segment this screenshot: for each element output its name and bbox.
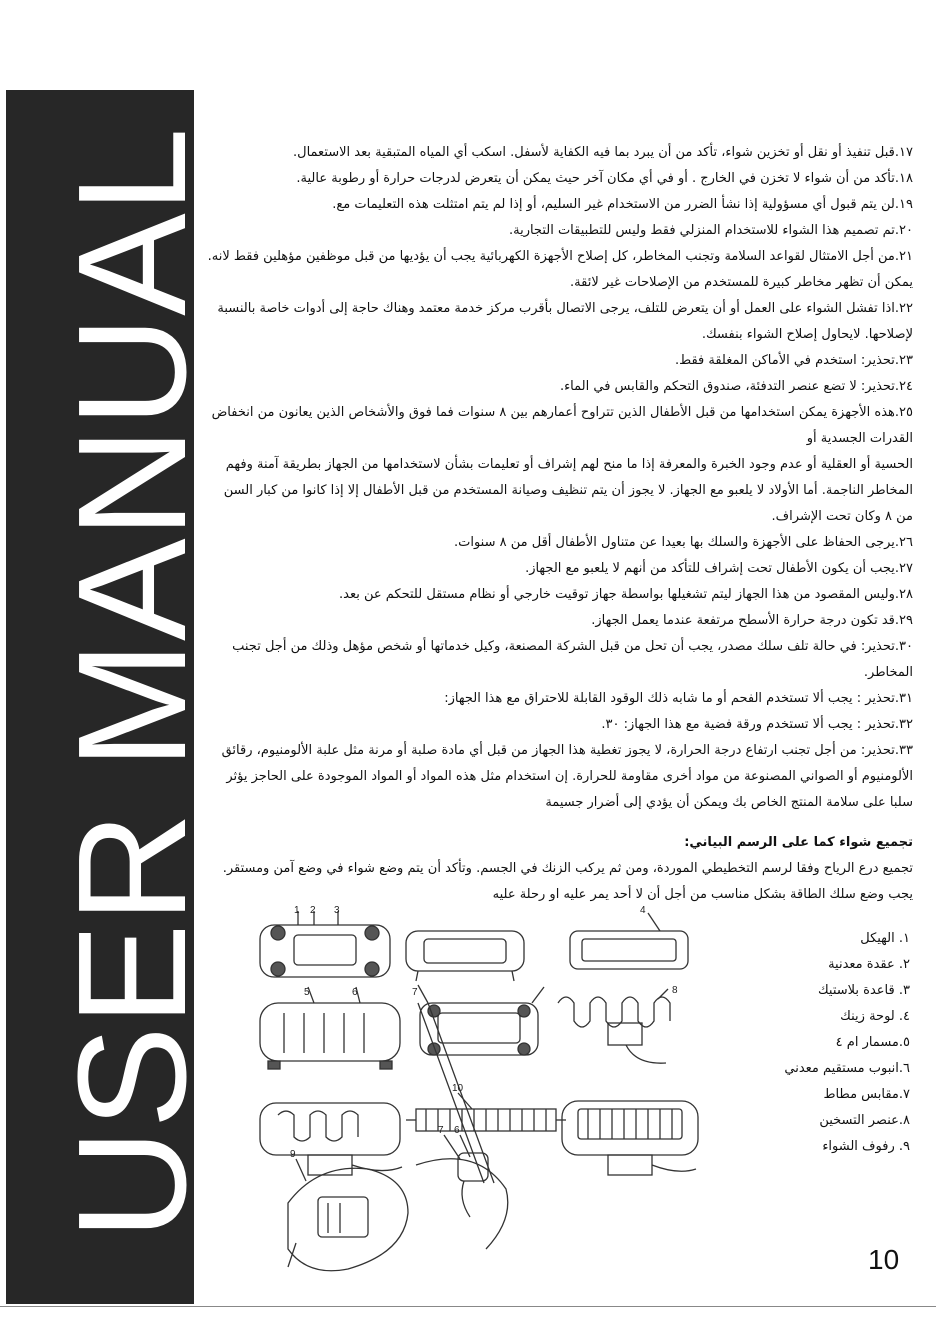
paragraph-23: ٢٣.تحذير: استخدم في الأماكن المغلقة فقط. (674, 353, 913, 368)
instructions-text (205, 140, 913, 908)
control-box-detail-view (288, 1159, 408, 1271)
paragraph-32: ٣٢.تحذير : يجب ألا تستخدم ورقة فضية مع هذا الجهاز: ٣٠. (601, 717, 913, 732)
diagram-label: 2 (310, 905, 316, 916)
paragraph-30: ٣٠.تحذير: في حالة تلف سلك مصدر، يجب أن تحل من قبل الشركة المصنعة، وكيل خدماتها أو شخص مؤهل وذلك من أجل تجنب المخاطر. (232, 639, 913, 680)
sidebar-title: USER MANUAL (46, 127, 218, 1240)
paragraph-27: ٢٧.يجب أن يكون الأطفال تحت إشراف للتأكد من أنهم لا يلعبو مع الجهاز. (525, 561, 913, 576)
grill-body-top-view (260, 911, 390, 977)
diagram-label: 7 (438, 1125, 444, 1136)
heating-element-view (558, 989, 670, 1063)
grill-final-view (562, 1101, 698, 1175)
rubber-plug-detail-view (416, 1135, 508, 1249)
paragraph-33: ٣٣.تحذير: من أجل تجنب ارتفاع درجة الحرارة، لا يجوز تغطية هذا الجهاز من قبل أي مادة صلبة أو مرنة مثل علبة الألومنيوم، رقائق الألومنيوم أو الصواني المصنوعة من مواد أخرى مقاومة للحرارة. إن استخدام مثل هذه المواد أو المواد الموجودة على الحاجز يؤثر سلبا على سلامة المنتج الخاص بك ويمكن أن يؤدي إلى أضرار جسيمة (221, 743, 913, 810)
grill-assembled-view (260, 1103, 402, 1175)
diagram-label: 7 (412, 987, 418, 998)
part-item: ٢. عقدة معدنية (828, 957, 910, 972)
assembly-text: تجميع درع الرياح وفقا لرسم التخطيطي الموردة، ومن ثم يركب الزنك في الجسم. وتأكد أن يتم وضع شواء في وضع آمن ومستقر. يجب وضع سلك الطاقة بشكل مناسب من أجل أن لا أحد يمر عليه او رحلة عليه (222, 861, 913, 902)
page-margin-top (0, 0, 936, 90)
part-item: ٧.مقابس مطاط (823, 1087, 910, 1102)
diagram-label: 6 (454, 1125, 460, 1136)
part-item: ٨.عنصر التسخين (819, 1113, 910, 1128)
paragraph-26: ٢٦.يرجى الحفاظ على الأجهزة والسلك بها بعيدا عن متناول الأطفال أقل من ٨ سنوات. (453, 535, 913, 550)
assembly-diagram (248, 903, 704, 1273)
paragraph-17: ١٧.قبل تنفيذ أو نقل أو تخزين شواء، تأكد من أن يبرد بما فيه الكفاية لأسفل. اسكب أي المياه المتبقية بعد الاستعمال. (293, 145, 913, 160)
part-item: ٦.انبوب مستقيم معدني (784, 1061, 910, 1076)
part-item: ٣. قاعدة بلاستيك (817, 983, 910, 998)
page-number: 10 (868, 1244, 900, 1275)
paragraph-18: ١٨.تأكد من أن شواء لا تخزن في الخارج . أو في أي مكان آخر حيث يمكن أن يتعرض لدرجات حرارة أو رطوبة عالية. (296, 171, 913, 186)
paragraph-28: ٢٨.وليس المقصود من هذا الجهاز ليتم تشغيلها بواسطة جهاز توقيت خارجي أو نظام مستقل للتحكم عن بعد. (339, 587, 913, 602)
plastic-base-view (418, 985, 544, 1055)
paragraph-19: ١٩.لن يتم قبول أي مسؤولية إذا نشأ الضرر من الاستخدام غير السليم، أو إذا لم يتم امتثلت هذه التعليمات مع. (332, 197, 913, 212)
diagram-label: 8 (672, 985, 678, 996)
part-item: ٤. لوحة زينك (840, 1009, 910, 1024)
diagram-label: 4 (640, 905, 646, 916)
paragraph-24: ٢٤.تحذير: لا تضع عنصر التدفئة، صندوق التحكم والقابس في الماء. (559, 379, 913, 394)
diagram-label: 6 (352, 987, 358, 998)
assembly-title: تجميع شواء كما على الرسم البياني: (684, 835, 913, 850)
page-bottom-divider (0, 1306, 936, 1307)
diagram-label: 3 (334, 905, 340, 916)
part-item: ٩. رفوف الشواء (822, 1139, 910, 1154)
diagram-label: 1 (294, 905, 300, 916)
paragraph-25: ٢٥.هذه الأجهزة يمكن استخدامها من قبل الأطفال الذين تتراوح أعمارهم بين ٨ سنوات فما فوق والأشخاص الذين يعانون من انخفاض القدرات الجسدية أو (211, 405, 913, 446)
paragraph-21: ٢١.من أجل الامتثال لقواعد السلامة وتجنب المخاطر، كل إصلاح الأجهزة الكهربائية يجب أن يؤديها من قبل موظفين مؤهلين فقط لانه. يمكن أن تظهر مخاطر كبيرة للمستخدم من الإصلاحات غير لائقة. (207, 249, 913, 290)
paragraph-22: ٢٢.اذا تفشل الشواء على العمل أو أن يتعرض للتلف، يرجى الاتصال بأقرب مركز خدمة معتمد وهناك حاجة إلى أدوات خاصة بالنسبة لإصلاحها. لايحاول إصلاح الشواء بنفسك. (217, 301, 913, 342)
paragraph-29: ٢٩.قد تكون درجة حرارة الأسطح مرتفعة عندما يعمل الجهاز. (591, 613, 913, 628)
part-item: ١. الهيكل (860, 931, 910, 946)
zinc-plate-view (570, 913, 688, 969)
grill-frame-view (406, 931, 524, 981)
paragraph-20: ٢٠.تم تصميم هذا الشواء للاستخدام المنزلي فقط وليس للتطبيقات التجارية. (508, 223, 913, 238)
part-item: ٥.مسمار ام ٤ (835, 1035, 910, 1050)
paragraph-25-cont: الحسية أو العقلية أو عدم وجود الخبرة والمعرفة إذا ما منح لهم إشراف أو تعليمات بشأن لاستخدامها من الجهاز بطريقة آمنة وفهم المخاطر الناجمة. أما الأولاد لا يلعبو مع الجهاز. لا يجوز أن يتم تنظيف وصيانة المستخدم من قبل الأطفال إلا إذا كانوا من كبار السن من ٨ وكان تحت الإشراف. (223, 457, 913, 524)
diagram-label: 10 (452, 1083, 464, 1094)
paragraph-31: ٣١.تحذير : يجب ألا تستخدم الفحم أو ما شابه ذلك الوقود القابلة للاحتراق مع هذا الجهاز: (444, 691, 913, 706)
grill-body-side-view (260, 987, 400, 1069)
diagram-label: 5 (304, 987, 310, 998)
parts-list (700, 926, 910, 1160)
diagram-label: 9 (290, 1149, 296, 1160)
grill-rack-view (406, 1093, 566, 1131)
